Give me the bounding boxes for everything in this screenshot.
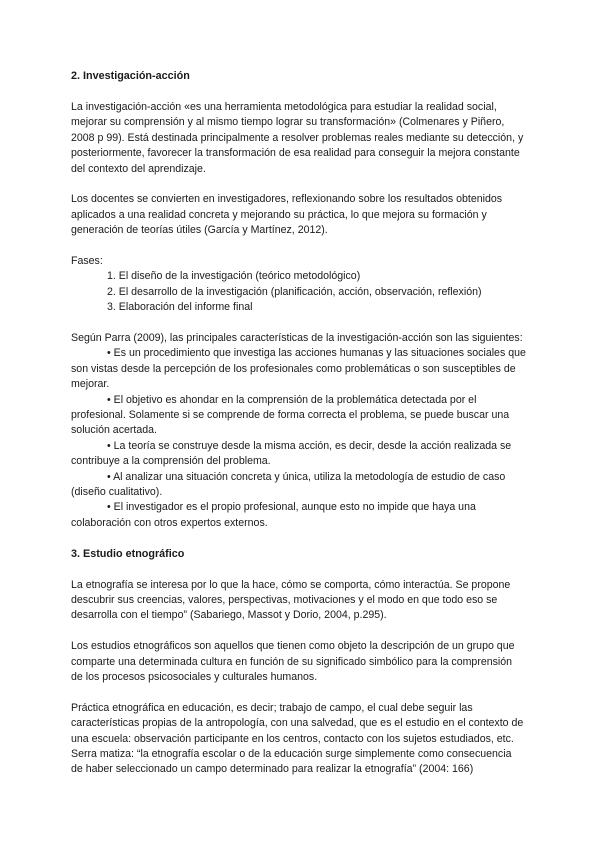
section-3-heading: 3. Estudio etnográfico (71, 547, 185, 560)
phases-list (71, 269, 526, 315)
phase-item: 1. El diseño de la investigación (teórico metodológico) (107, 270, 361, 283)
section-3-paragraph-3: Práctica etnográfica en educación, es decir; trabajo de campo, el cual debe seguir las características propias de la antropología, con una salvedad, que es el estudio en el contexto de una escuela: observación participante en los centros, contacto con los sujetos estudiados, etc. Serra matiza: “la etnografía escolar o de la educación surge simplemente como consecuencia de haber seleccionado un campo determinado para realizar la etnografía” (2004: 166) (71, 701, 524, 776)
characteristic-item: • Es un procedimiento que investiga las acciones humanas y las situaciones sociales que son vistas desde la percepción de los profesionales como problemáticas o son susceptibles de mejorar. (71, 347, 526, 391)
phase-item: 3. Elaboración del informe final (107, 301, 253, 314)
characteristic-item: • Al analizar una situación concreta y única, utiliza la metodología de estudio de caso (diseño cualitativo). (71, 470, 506, 499)
document-content (71, 69, 526, 793)
characteristics-intro: Según Parra (2009), las principales características de la investigación-acción son las siguientes: (71, 331, 523, 344)
section-2-heading: 2. Investigación-acción (71, 70, 190, 82)
characteristic-item: • El objetivo es ahondar en la comprensión de la problemática detectada por el profesional. Solamente si se comprende de forma correcta el problema, se puede buscar una solución acertada. (71, 393, 510, 437)
section-2-paragraph-1: La investigación-acción «es una herramienta metodológica para estudiar la realidad social, mejorar su comprensión y al mismo tiempo lograr su transformación» (Colmenares y Piñero, 2008 p 99). Está destinada principalmente a resolver problemas reales mediante su detección, y posteriormente, favorecer la transformación de esa realidad para conseguir la mejora constante del contexto del aprendizaje. (71, 100, 524, 175)
phases-label: Fases: (71, 254, 103, 267)
characteristics-list (71, 346, 526, 531)
phase-item: 2. El desarrollo de la investigación (planificación, acción, observación, reflexión) (107, 285, 482, 298)
section-3-paragraph-2: Los estudios etnográficos son aquellos que tienen como objeto la descripción de un grupo que comparte una determinada cultura en función de su significado simbólico para la comprensión de los procesos psicosociales y culturales humanos. (71, 640, 515, 683)
section-2-paragraph-2: Los docentes se convierten en investigadores, reflexionando sobre los resultados obtenidos aplicados a una realidad concreta y mejorando su práctica, lo que mejora su formación y generación de teorías útiles (García y Martínez, 2012). (71, 193, 503, 237)
characteristic-item: • El investigador es el propio profesional, aunque esto no impide que haya una colaboración con otros expertos externos. (71, 501, 476, 529)
section-3-paragraph-1: La etnografía se interesa por lo que la hace, cómo se comporta, cómo interactúa. Se propone descubrir sus creencias, valores, perspectivas, motivaciones y el modo en que todo eso se desarrolla con el tiempo” (Sabariego, Massot y Dorio, 2004, p.295). (71, 578, 511, 622)
characteristic-item: • La teoría se construye desde la misma acción, es decir, desde la acción realizada se contribuye a la comprensión del problema. (71, 439, 512, 468)
